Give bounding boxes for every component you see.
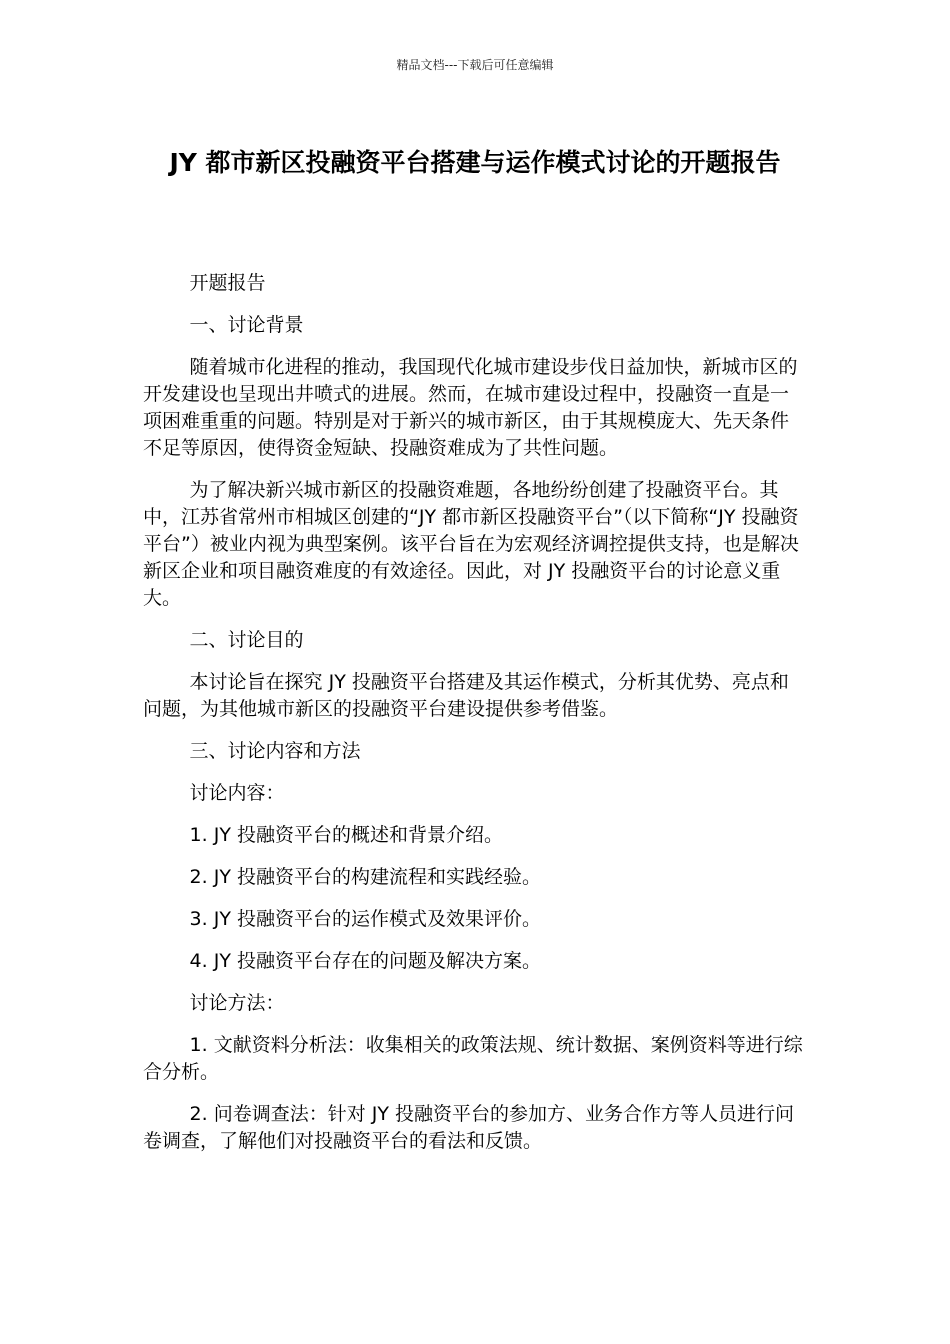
section-heading-background: 一、讨论背景 xyxy=(189,314,304,336)
content-item-1: 1. JY 投融资平台的概述和背景介绍。 xyxy=(189,824,503,846)
paragraph-background-1: 随着城市化进程的推动，我国现代化城市建设步伐日益加快，新城市区的开发建设也呈现出井喷式的进展。然而，在城市建设过程中，投融资一直是一项困难重重的问题。特别是对于新兴的城市新区，由于其规模庞大、先天条件不足等原因，使得资金短缺、投融资难成为了共性问题。 xyxy=(143,356,798,459)
method-item-1: 1. 文献资料分析法：收集相关的政策法规、统计数据、案例资料等进行综合分析。 xyxy=(143,1034,803,1083)
paragraph-purpose: 本讨论旨在探究 JY 投融资平台搭建及其运作模式，分析其优势、亮点和问题，为其他城市新区的投融资平台建设提供参考借鉴。 xyxy=(143,671,789,720)
section-heading-content-method: 三、讨论内容和方法 xyxy=(189,740,361,762)
document-title: JY 都市新区投融资平台搭建与运作模式讨论的开题报告 xyxy=(169,148,781,177)
content-label: 讨论内容： xyxy=(189,782,285,804)
paragraph-background-2: 为了解决新兴城市新区的投融资难题，各地纷纷创建了投融资平台。其中，江苏省常州市相城区创建的“JY 都市新区投融资平台”（以下简称“JY 投融资平台”）被业内视为典型案例。该平台旨在为宏观经济调控提供支持，也是解决新区企业和项目融资难度的有效途径。因此，对 JY 投融资平台的讨论意义重大。 xyxy=(143,479,799,609)
method-label: 讨论方法： xyxy=(189,992,285,1014)
method-item-2: 2. 问卷调查法：针对 JY 投融资平台的参加方、业务合作方等人员进行问卷调查，了解他们对投融资平台的看法和反馈。 xyxy=(143,1103,795,1152)
document-body xyxy=(143,270,807,1170)
content-item-4: 4. JY 投融资平台存在的问题及解决方案。 xyxy=(189,950,541,972)
section-heading-purpose: 二、讨论目的 xyxy=(189,629,304,651)
content-item-2: 2. JY 投融资平台的构建流程和实践经验。 xyxy=(189,866,541,888)
header-note: 精品文档---下载后可任意编辑 xyxy=(396,58,554,72)
paragraph-report-label: 开题报告 xyxy=(189,272,266,294)
content-item-3: 3. JY 投融资平台的运作模式及效果评价。 xyxy=(189,908,541,930)
